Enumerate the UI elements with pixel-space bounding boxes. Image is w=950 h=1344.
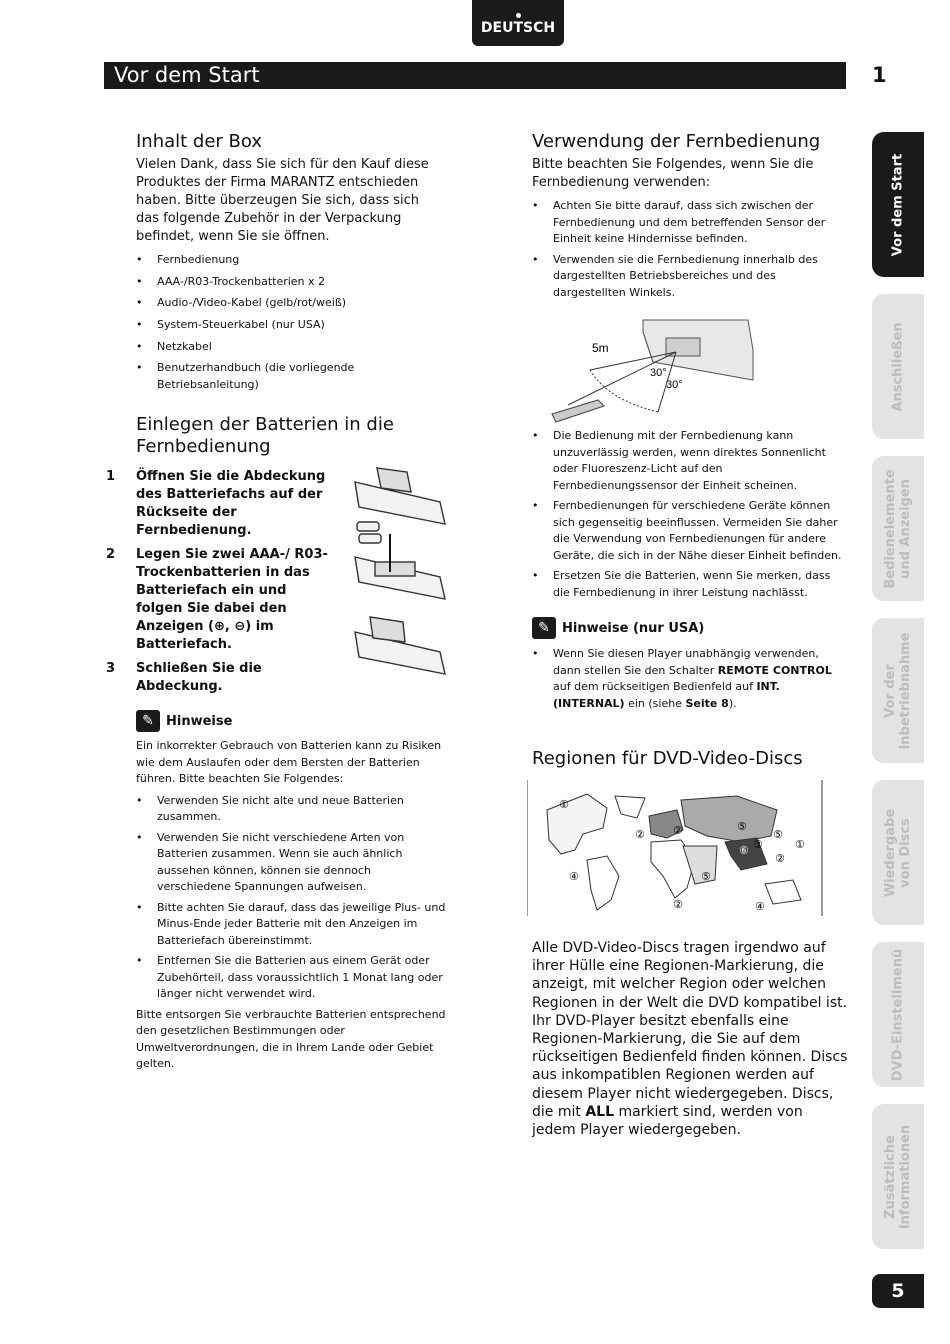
list-item: • Fernbedienungen für verschiedene Geräte können sich gegenseitig beeinflussen. Vermeiden Sie daher die Verwendung von Fernbedienungen für andere Geräte, die sich in der Nähe dieser Einheit befinden. (532, 498, 848, 564)
chapter-title-bar (104, 62, 846, 89)
side-tab-vor-der-inbetriebnahme[interactable]: Vor der Inbetriebnahme (872, 618, 924, 763)
page-number: 5 (872, 1274, 924, 1308)
note-pen-icon: ✎ (532, 617, 556, 639)
list-item: • Verwenden Sie nicht alte und neue Batterien zusammen. (136, 793, 446, 826)
map-region-label: ② (673, 824, 683, 837)
battery-notes-outro: Bitte entsorgen Sie verbrauchte Batterien entsprechend den gesetzlichen Bestimmungen oder Umweltverordnungen, die in Ihrem Lande oder Gebiet gelten. (136, 1007, 446, 1070)
map-region-label: ⑥ (739, 844, 749, 857)
battery-insertion-illustration (345, 462, 450, 692)
map-region-label: ① (559, 798, 569, 811)
map-region-label: ④ (569, 870, 579, 883)
step-number: 1 (106, 469, 116, 484)
battery-notes-section (136, 710, 446, 1073)
map-region-label: ① (795, 838, 805, 851)
step-item (106, 546, 336, 654)
range-distance-label: 5m (592, 341, 609, 355)
remote-range-diagram (548, 310, 758, 425)
regions-heading: Regionen für DVD-Video-Discs (532, 748, 803, 769)
map-region-label: ② (635, 828, 645, 841)
step-number: 3 (106, 661, 116, 676)
remote-section (532, 131, 848, 301)
battery-notes-title: Hinweise (166, 713, 233, 729)
battery-steps (106, 468, 336, 702)
remote-list-top (532, 198, 848, 301)
list-item: • Fernbedienung (136, 252, 446, 269)
batteries-heading (136, 414, 436, 458)
regions-section (532, 748, 848, 770)
list-item: • Verwenden sie die Fernbedienung innerhalb des dargestellten Betriebsbereiches und des dargestellten Winkels. (532, 252, 848, 302)
list-item: • Die Bedienung mit der Fernbedienung kann unzuverlässig werden, wenn direktes Sonnenlicht oder Fluoreszenz-Licht auf den Fernbedienungssensor der Einheit scheinen. (532, 428, 848, 494)
step-number: 2 (106, 547, 116, 562)
battery-notes-heading (136, 710, 446, 732)
usa-notes-heading (532, 617, 848, 639)
language-tab (472, 0, 564, 46)
dot-icon (516, 13, 521, 18)
side-tab-anschliessen[interactable]: Anschließen (872, 294, 924, 439)
usa-notes-list (532, 646, 848, 712)
remote-list-bottom-section (532, 428, 848, 601)
map-region-label: ⑤ (773, 828, 783, 841)
box-item-list (136, 252, 446, 393)
usa-notes-section (532, 617, 848, 712)
step-text: Legen Sie zwei AAA-/ R03-Trockenbatterien in das Batteriefach ein und folgen Sie dabei den Anzeigen (⊕, ⊖) im Batteriefach. (136, 547, 328, 652)
step-item (106, 660, 336, 696)
remote-intro: Bitte beachten Sie Folgendes, wenn Sie die Fernbedienung verwenden: (532, 157, 814, 190)
list-item: • Netzkabel (136, 339, 446, 356)
language-label: DEUTSCH (480, 20, 556, 36)
list-item: • Bitte achten Sie darauf, dass das jeweilige Plus- und Minus-Ende jeder Batterie mit den Anzeigen im Batteriefach übereinstimmt. (136, 900, 446, 950)
chapter-title: Vor dem Start (114, 63, 260, 87)
regions-description: Alle DVD-Video-Discs tragen irgendwo auf ihrer Hülle eine Regionen-Markierung, die anzeigt, mit welcher Region oder welchen Regionen in der Welt die DVD kompatibel ist. Ihr DVD-Player besitzt ebenfalls eine Regionen-Markierung, die Sie auf dem rückseitigen Bedienfeld finden können. Discs aus inkompatiblen Regionen werden auf diesem Player nicht wiedergegeben. Discs, die mit ALL markiert sind, werden von jedem Player wiedergegeben. (532, 940, 848, 1139)
map-region-label: ④ (755, 900, 765, 913)
map-region-label: ⑤ (701, 870, 711, 883)
side-tab-vor-dem-start[interactable]: Vor dem Start (872, 132, 924, 277)
battery-notes-intro: Ein inkorrekter Gebrauch von Batterien kann zu Risiken wie dem Auslaufen oder dem Bersten der Batterien führen. Bitte beachten Sie Folgendes: (136, 739, 442, 785)
step-text: Öffnen Sie die Abdeckung des Batteriefachs auf der Rückseite der Fernbedienung. (136, 469, 326, 538)
list-item: • Benutzerhandbuch (die vorliegende Betriebsanleitung) (136, 360, 446, 393)
map-region-label: ③ (753, 838, 763, 851)
remote-heading: Verwendung der Fernbedienung (532, 131, 821, 152)
note-pen-icon: ✎ (136, 710, 160, 732)
box-contents-section (136, 131, 446, 393)
box-intro: Vielen Dank, dass Sie sich für den Kauf diese Produktes der Firma MARANTZ entschieden haben. Bitte überzeugen Sie sich, dass sich das folgende Zubehör in der Verpackung befindet, wenn Sie sie öffnen. (136, 157, 429, 244)
remote-list-bottom (532, 428, 848, 601)
list-item: • System-Steuerkabel (nur USA) (136, 317, 446, 334)
battery-notes-list (136, 793, 446, 1003)
range-angle-label: 30° (666, 379, 683, 391)
region-world-map (527, 780, 823, 916)
list-item: • AAA-/R03-Trockenbatterien x 2 (136, 274, 446, 291)
chapter-number: 1 (872, 63, 887, 87)
list-item: • Audio-/Video-Kabel (gelb/rot/weiß) (136, 295, 446, 312)
box-heading: Inhalt der Box (136, 131, 263, 152)
batteries-heading-line1: Einlegen der Batterien in die (136, 414, 394, 435)
list-item: • Entfernen Sie die Batterien aus einem Gerät oder Zubehörteil, dass voraussichtlich 1 Monat lang oder länger nicht verwendet wird. (136, 953, 446, 1003)
side-tab-bedienelemente[interactable]: Bedienelemente und Anzeigen (872, 456, 924, 601)
step-text: Schließen Sie die Abdeckung. (136, 661, 262, 694)
list-item: • Ersetzen Sie die Batterien, wenn Sie merken, dass die Fernbedienung in ihrer Leistung nachlässt. (532, 568, 848, 601)
map-region-label: ② (775, 852, 785, 865)
map-region-label: ⑤ (737, 820, 747, 833)
range-angle-label: 30° (650, 367, 667, 379)
side-tab-dvd-einstellmenue[interactable]: DVD-Einstellmenü (872, 942, 924, 1087)
side-tab-wiedergabe[interactable]: Wiedergabe von Discs (872, 780, 924, 925)
step-item (106, 468, 336, 540)
list-item: • Verwenden Sie nicht verschiedene Arten von Batterien zusammen. Wenn sie auch ähnlich aussehen können, können sie dennoch verschiedene Spannungen aufweisen. (136, 830, 446, 896)
side-tab-zusaetzliche-informationen[interactable]: Zusätzliche Informationen (872, 1104, 924, 1249)
batteries-heading-line2: Fernbedienung (136, 436, 271, 457)
usa-notes-title: Hinweise (nur USA) (562, 620, 705, 636)
map-region-label: ② (673, 898, 683, 911)
list-item: • Achten Sie bitte darauf, dass sich zwischen der Fernbedienung und dem betreffenden Sensor der Einheit keine Hindernisse befinden. (532, 198, 848, 248)
list-item: • Wenn Sie diesen Player unabhängig verwenden, dann stellen Sie den Schalter REMOTE CONTROL auf dem rückseitigen Bedienfeld auf INT. (INTERNAL) ein (siehe Seite 8). (532, 646, 848, 712)
